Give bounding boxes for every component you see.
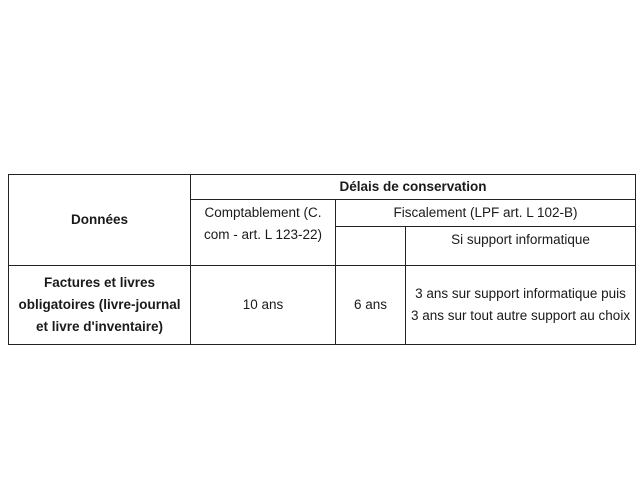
- retention-table: [8, 174, 636, 345]
- cell-fiscal: 6 ans: [336, 266, 406, 345]
- cell-comptable: 10 ans: [191, 266, 336, 345]
- header-delais-conservation: Délais de conservation: [191, 175, 636, 200]
- header-row-1: [9, 175, 636, 200]
- header-si-support-informatique: Si support informatique: [406, 227, 636, 266]
- header-donnees: Données: [9, 175, 191, 266]
- header-fiscal-empty: [336, 227, 406, 266]
- cell-donnees: Factures et livres obligatoires (livre-journal et livre d'inventaire): [9, 266, 191, 345]
- header-comptablement: Comptablement (C. com - art. L 123-22): [191, 200, 336, 266]
- table-row: [9, 266, 636, 345]
- cell-support-informatique: 3 ans sur support informatique puis 3 ans sur tout autre support au choix: [406, 266, 636, 345]
- header-fiscalement: Fiscalement (LPF art. L 102-B): [336, 200, 636, 227]
